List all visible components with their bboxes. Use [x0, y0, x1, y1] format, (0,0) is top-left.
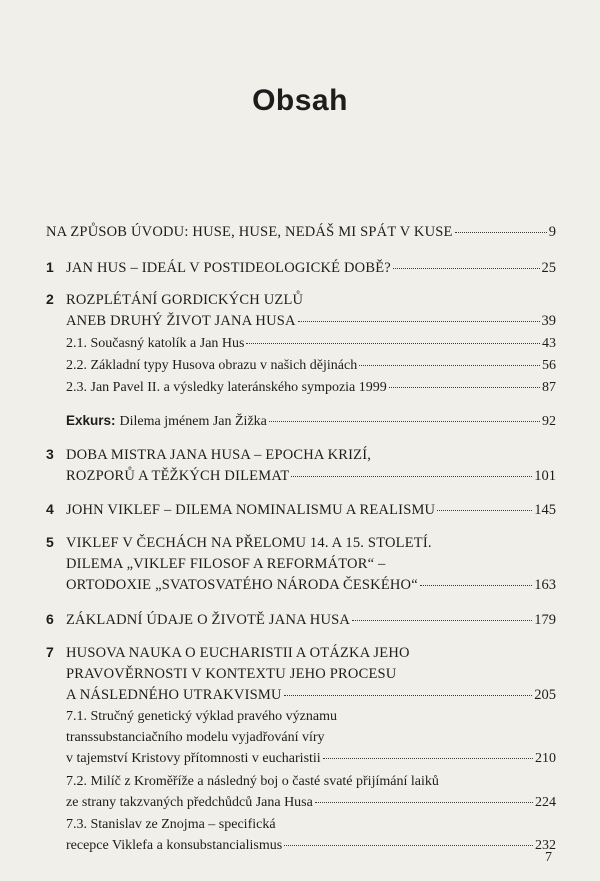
dot-leader: [284, 695, 533, 696]
chapter-number: 6: [46, 611, 54, 627]
chapter-number: 7: [46, 644, 54, 660]
entry-title-line: 7.1. Stručný genetický výklad pravého významu: [66, 709, 337, 724]
toc-entry-7-1[interactable]: [46, 706, 556, 769]
dot-leader: [352, 620, 532, 621]
page-title: Obsah: [252, 84, 348, 117]
toc-entry-7-3[interactable]: [46, 814, 556, 856]
dot-leader: [393, 268, 540, 269]
entry-title: JAN HUS – IDEÁL V POSTIDEOLOGICKÉ DOBĚ?: [66, 260, 391, 276]
toc-entry-chapter-3[interactable]: [46, 444, 556, 487]
entry-page: 205: [534, 687, 556, 703]
entry-title-line: VIKLEF V ČECHÁCH NA PŘELOMU 14. A 15. STOLETÍ.: [66, 535, 432, 551]
toc-entry-chapter-7[interactable]: [46, 642, 556, 706]
entry-page: 25: [541, 260, 556, 276]
entry-page: 232: [535, 838, 556, 853]
entry-title: ZÁKLADNÍ ÚDAJE O ŽIVOTĚ JANA HUSA: [66, 612, 351, 628]
entry-page: 210: [535, 751, 556, 766]
entry-page: 179: [534, 612, 556, 628]
entry-title: 2.1. Současný katolík a Jan Hus: [66, 336, 245, 351]
entry-title-line: HUSOVA NAUKA O EUCHARISTII A OTÁZKA JEHO: [66, 645, 410, 661]
entry-page: 39: [541, 313, 556, 329]
dot-leader: [455, 232, 547, 233]
entry-title-line: 7.3. Stanislav ze Znojma – specifická: [66, 817, 276, 832]
entry-page: 56: [542, 358, 556, 373]
dot-leader: [389, 387, 540, 388]
toc-entry-exkurs[interactable]: [46, 410, 556, 432]
toc-entry-chapter-6[interactable]: [46, 609, 556, 631]
dot-leader: [269, 421, 540, 422]
chapter-number: 4: [46, 501, 54, 517]
entry-title-line: ROZPLÉTÁNÍ GORDICKÝCH UZLŮ: [66, 292, 304, 308]
entry-page: 87: [542, 380, 556, 395]
entry-page: 163: [534, 577, 556, 593]
entry-title-line: 7.2. Milíč z Kroměříže a následný boj o časté svaté přijímání laiků: [66, 774, 439, 789]
dot-leader: [420, 585, 532, 586]
entry-title-line: DILEMA „VIKLEF FILOSOF A REFORMÁTOR“ –: [66, 556, 386, 572]
exkurs-label: Exkurs:: [66, 413, 116, 428]
dot-leader: [323, 758, 533, 759]
entry-title-line: DOBA MISTRA JANA HUSA – EPOCHA KRIZÍ,: [66, 447, 372, 463]
dot-leader: [298, 321, 540, 322]
entry-page: 101: [534, 468, 556, 484]
toc-entry-chapter-5[interactable]: [46, 532, 556, 596]
entry-page: 92: [542, 414, 556, 429]
toc-entry-intro[interactable]: [46, 222, 556, 243]
dot-leader: [437, 510, 532, 511]
entry-title-line: ANEB DRUHÝ ŽIVOT JANA HUSA: [66, 313, 296, 329]
toc-entry-chapter-4[interactable]: [46, 499, 556, 521]
entry-title-line: transsubstanciačního modelu vyjadřování víry: [66, 730, 325, 745]
entry-title-line: v tajemství Kristovy přítomnosti v eucharistii: [66, 751, 321, 766]
entry-title-line: PRAVOVĚRNOSTI V KONTEXTU JEHO PROCESU: [66, 666, 397, 682]
toc-entry-chapter-1[interactable]: [46, 257, 556, 279]
chapter-number: 5: [46, 534, 54, 550]
entry-title-line: ze strany takzvaných předchůdců Jana Husa: [66, 795, 313, 810]
entry-title: 2.3. Jan Pavel II. a výsledky lateránského sympozia 1999: [66, 380, 387, 395]
entry-title-line: ORTODOXIE „SVATOSVATÉHO NÁRODA ČESKÉHO“: [66, 577, 418, 593]
dot-leader: [284, 845, 533, 846]
page-number: 7: [545, 850, 552, 865]
dot-leader: [359, 365, 540, 366]
dot-leader: [246, 343, 540, 344]
entry-title: Dilema jménem Jan Žižka: [119, 414, 267, 429]
dot-leader: [315, 802, 533, 803]
entry-title: NA ZPŮSOB ÚVODU: HUSE, HUSE, NEDÁŠ MI SPÁT V KUSE: [46, 224, 453, 240]
toc-entry-2-3[interactable]: [46, 377, 556, 398]
dot-leader: [291, 476, 532, 477]
toc-entry-2-2[interactable]: [46, 355, 556, 376]
entry-title-line: A NÁSLEDNÉHO UTRAKVISMU: [66, 687, 282, 703]
toc-entry-chapter-2[interactable]: [46, 289, 556, 332]
entry-title: 2.2. Základní typy Husova obrazu v našich dějinách: [66, 358, 358, 373]
entry-title: JOHN VIKLEF – DILEMA NOMINALISMU A REALISMU: [66, 502, 436, 518]
entry-title-line: recepce Viklefa a konsubstancialismus: [66, 838, 283, 853]
entry-page: 9: [548, 224, 556, 240]
toc-entry-2-1[interactable]: [46, 333, 556, 354]
entry-title-line: ROZPORŮ A TĚŽKÝCH DILEMAT: [66, 468, 290, 484]
entry-page: 224: [535, 795, 556, 810]
chapter-number: 2: [46, 291, 54, 307]
entry-page: 145: [534, 502, 556, 518]
chapter-number: 3: [46, 446, 54, 462]
toc-entry-7-2[interactable]: [46, 771, 556, 813]
entry-page: 43: [542, 336, 556, 351]
chapter-number: 1: [46, 259, 54, 275]
